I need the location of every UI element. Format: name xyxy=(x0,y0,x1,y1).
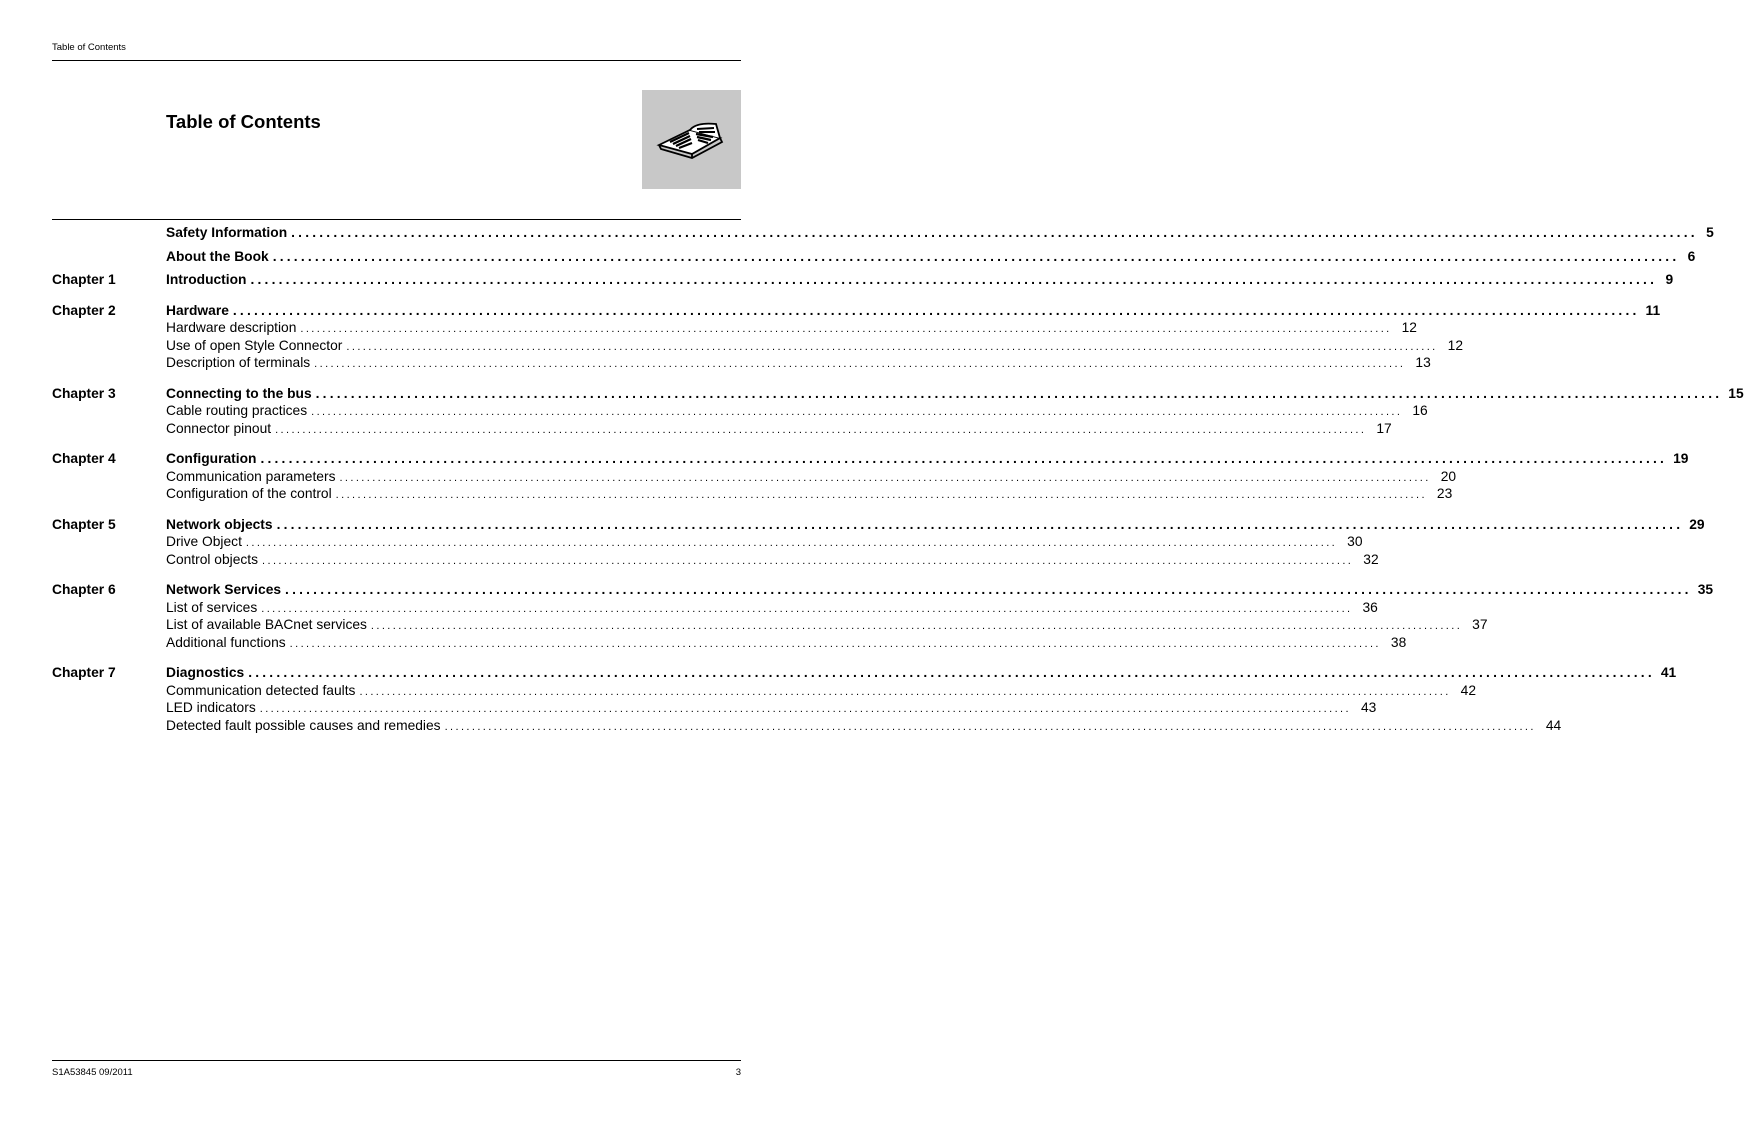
toc-entry-link[interactable] xyxy=(166,516,1705,534)
toc-leader-dots: ........................................................................................................................................................................................................ xyxy=(260,451,1668,466)
toc-chapter-row xyxy=(52,248,1696,266)
toc-chapter-row xyxy=(52,271,1674,289)
toc-section-row xyxy=(52,682,1477,700)
toc-chapter-label: Chapter 4 xyxy=(52,451,116,466)
toc-section-row xyxy=(52,468,1457,486)
toc-page-number: 30 xyxy=(1347,534,1363,549)
toc-entry-title: Network objects xyxy=(166,516,273,532)
toc-entry-title: Introduction xyxy=(166,272,247,287)
toc-entry-title: List of services xyxy=(166,599,258,615)
toc-leader-dots: ........................................................................................................................................................................................................ xyxy=(262,554,1354,567)
toc-page-number: 15 xyxy=(1728,385,1744,401)
toc-section-row xyxy=(52,485,1453,503)
footer-doc-ref: S1A53845 09/2011 xyxy=(52,1067,133,1078)
toc-page-number: 11 xyxy=(1645,302,1661,318)
toc-entry-title: LED indicators xyxy=(166,700,256,715)
toc-chapter-row xyxy=(52,302,1661,320)
toc-chapter-row xyxy=(52,581,1714,599)
toc-page-number: 32 xyxy=(1363,551,1379,567)
toc-entry-title: Additional functions xyxy=(166,634,286,650)
header-rule xyxy=(52,60,741,61)
toc-leader-dots: ........................................................................................................................................................................................................ xyxy=(444,720,1536,733)
toc-entry-link[interactable] xyxy=(166,420,1392,440)
toc-entry-title: List of available BACnet services xyxy=(166,617,367,632)
toc-entry-title: Detected fault possible causes and remedies xyxy=(166,717,441,733)
toc-page-number: 16 xyxy=(1412,403,1428,418)
toc-chapter-row xyxy=(52,450,1689,468)
toc-chapter-row xyxy=(52,516,1705,534)
toc-page-number: 9 xyxy=(1665,272,1674,287)
toc-chapter-label: Chapter 5 xyxy=(52,516,116,532)
toc-entry-link[interactable] xyxy=(166,485,1453,505)
toc-page-number: 13 xyxy=(1415,355,1431,370)
toc-chapter-label: Chapter 3 xyxy=(52,385,116,401)
toc-leader-dots: ........................................................................................................................................................................................................ xyxy=(232,302,1640,318)
toc-page-number: 44 xyxy=(1545,717,1562,733)
toc-page-number: 23 xyxy=(1436,486,1453,501)
toc-page-number: 36 xyxy=(1362,599,1378,615)
toc-leader-dots: ........................................................................................................................................................................................................ xyxy=(339,471,1431,484)
toc-section-row xyxy=(52,319,1417,337)
toc-page-number: 12 xyxy=(1447,337,1463,353)
toc-leader-dots: ........................................................................................................................................................................................................ xyxy=(248,665,1655,680)
toc-leader-dots: ........................................................................................................................................................................................................ xyxy=(346,340,1438,353)
toc-leader-dots: ........................................................................................................................................................................................................ xyxy=(359,685,1451,698)
toc-page-number: 38 xyxy=(1390,634,1407,650)
toc-page-number: 42 xyxy=(1460,682,1477,698)
toc-entry-title: About the Book xyxy=(166,248,269,264)
toc-page-number: 12 xyxy=(1401,320,1417,335)
toc-leader-dots: ........................................................................................................................................................................................................ xyxy=(314,358,1406,370)
toc-section-row xyxy=(52,699,1377,717)
toc-section-row xyxy=(52,337,1463,355)
toc-entry-title: Description of terminals xyxy=(166,355,311,370)
toc-entry-title: Connecting to the bus xyxy=(166,385,312,401)
open-book-icon xyxy=(656,118,728,162)
toc-section-row xyxy=(52,717,1562,735)
toc-leader-dots: ........................................................................................................................................................................................................ xyxy=(276,516,1684,532)
toc-page-number: 35 xyxy=(1697,582,1714,597)
toc-section-row xyxy=(52,551,1379,569)
book-icon-box xyxy=(642,90,741,189)
toc-leader-dots: ........................................................................................................................................................................................................ xyxy=(250,272,1658,287)
toc-leader-dots: ........................................................................................................................................................................................................ xyxy=(272,248,1680,264)
toc-page-number: 43 xyxy=(1360,700,1377,715)
toc-entry-link[interactable] xyxy=(166,224,1714,242)
toc-entry-title: Use of open Style Connector xyxy=(166,337,343,353)
toc-section-row xyxy=(52,402,1428,420)
toc-entry-link[interactable] xyxy=(166,385,1744,403)
toc-page-number: 41 xyxy=(1660,665,1677,680)
running-head: Table of Contents xyxy=(52,42,126,53)
toc-entry-link[interactable] xyxy=(166,302,1661,320)
toc-entry-title: Communication detected faults xyxy=(166,682,356,698)
toc-section-row xyxy=(52,420,1392,438)
toc-leader-dots: ........................................................................................................................................................................................................ xyxy=(335,489,1427,501)
toc-entry-title: Configuration xyxy=(166,451,257,466)
toc-leader-dots: ........................................................................................................................................................................................................ xyxy=(289,637,1381,650)
toc-leader-dots: ........................................................................................................................................................................................................ xyxy=(311,406,1403,418)
toc-chapter-row xyxy=(52,664,1677,682)
toc-entry-link[interactable] xyxy=(166,717,1562,737)
toc-entry-title: Configuration of the control xyxy=(166,486,332,501)
toc-page-number: 37 xyxy=(1472,617,1488,632)
toc-section-row xyxy=(52,616,1488,634)
page-title: Table of Contents xyxy=(166,111,321,132)
toc-entry-link[interactable] xyxy=(166,664,1677,682)
toc-leader-dots: ........................................................................................................................................................................................................ xyxy=(245,537,1338,549)
toc-entry-title: Safety Information xyxy=(166,225,288,240)
toc-entry-link[interactable] xyxy=(166,634,1407,654)
toc-entry-title: Hardware description xyxy=(166,320,297,335)
toc-entry-title: Communication parameters xyxy=(166,468,336,484)
toc-chapter-label: Chapter 7 xyxy=(52,665,116,680)
toc-entry-title: Network Services xyxy=(166,582,282,597)
toc-page-number: 17 xyxy=(1376,420,1392,436)
toc-leader-dots: ........................................................................................................................................................................................................ xyxy=(275,423,1367,436)
toc-chapter-row xyxy=(52,224,1714,242)
toc-page-number: 29 xyxy=(1689,516,1705,532)
toc-entry-link[interactable] xyxy=(166,581,1714,599)
toc-section-row xyxy=(52,354,1431,372)
toc-leader-dots: ........................................................................................................................................................................................................ xyxy=(261,602,1353,615)
toc-page-number: 20 xyxy=(1440,468,1457,484)
toc-entry-title: Connector pinout xyxy=(166,420,272,436)
toc-entry-title: Control objects xyxy=(166,551,259,567)
toc-entry-link[interactable] xyxy=(166,551,1379,571)
toc-leader-dots: ........................................................................................................................................................................................................ xyxy=(370,620,1463,632)
toc-entry-title: Diagnostics xyxy=(166,665,245,680)
toc-entry-title: Cable routing practices xyxy=(166,403,308,418)
toc-entry-title: Hardware xyxy=(166,302,229,318)
toc-leader-dots: ........................................................................................................................................................................................................ xyxy=(291,225,1698,240)
footer-rule xyxy=(52,1060,741,1061)
toc-leader-dots: ........................................................................................................................................................................................................ xyxy=(300,323,1392,335)
toc-section-row xyxy=(52,634,1407,652)
toc-leader-dots: ........................................................................................................................................................................................................ xyxy=(285,582,1692,597)
toc-leader-dots: ........................................................................................................................................................................................................ xyxy=(315,385,1723,401)
toc-entry-link[interactable] xyxy=(166,248,1696,266)
toc-entry-link[interactable] xyxy=(166,450,1689,468)
toc-page-number: 19 xyxy=(1673,451,1689,466)
toc-section-row xyxy=(52,533,1363,551)
toc-spacer xyxy=(52,289,741,302)
toc-top-rule xyxy=(52,219,741,220)
toc-section-row xyxy=(52,599,1378,617)
toc-leader-dots: ........................................................................................................................................................................................................ xyxy=(259,703,1351,715)
toc-page-number: 6 xyxy=(1687,248,1696,264)
toc-page-number: 5 xyxy=(1706,225,1714,240)
toc-entry-title: Drive Object xyxy=(166,534,242,549)
toc-chapter-label: Chapter 2 xyxy=(52,302,116,318)
toc-chapter-row xyxy=(52,385,1744,403)
toc-entry-link[interactable] xyxy=(166,271,1674,289)
footer-page-number: 3 xyxy=(735,1067,741,1078)
toc-chapter-label: Chapter 1 xyxy=(52,272,116,287)
toc-entry-link[interactable] xyxy=(166,354,1431,374)
table-of-contents xyxy=(52,224,1744,734)
toc-chapter-label: Chapter 6 xyxy=(52,582,116,597)
